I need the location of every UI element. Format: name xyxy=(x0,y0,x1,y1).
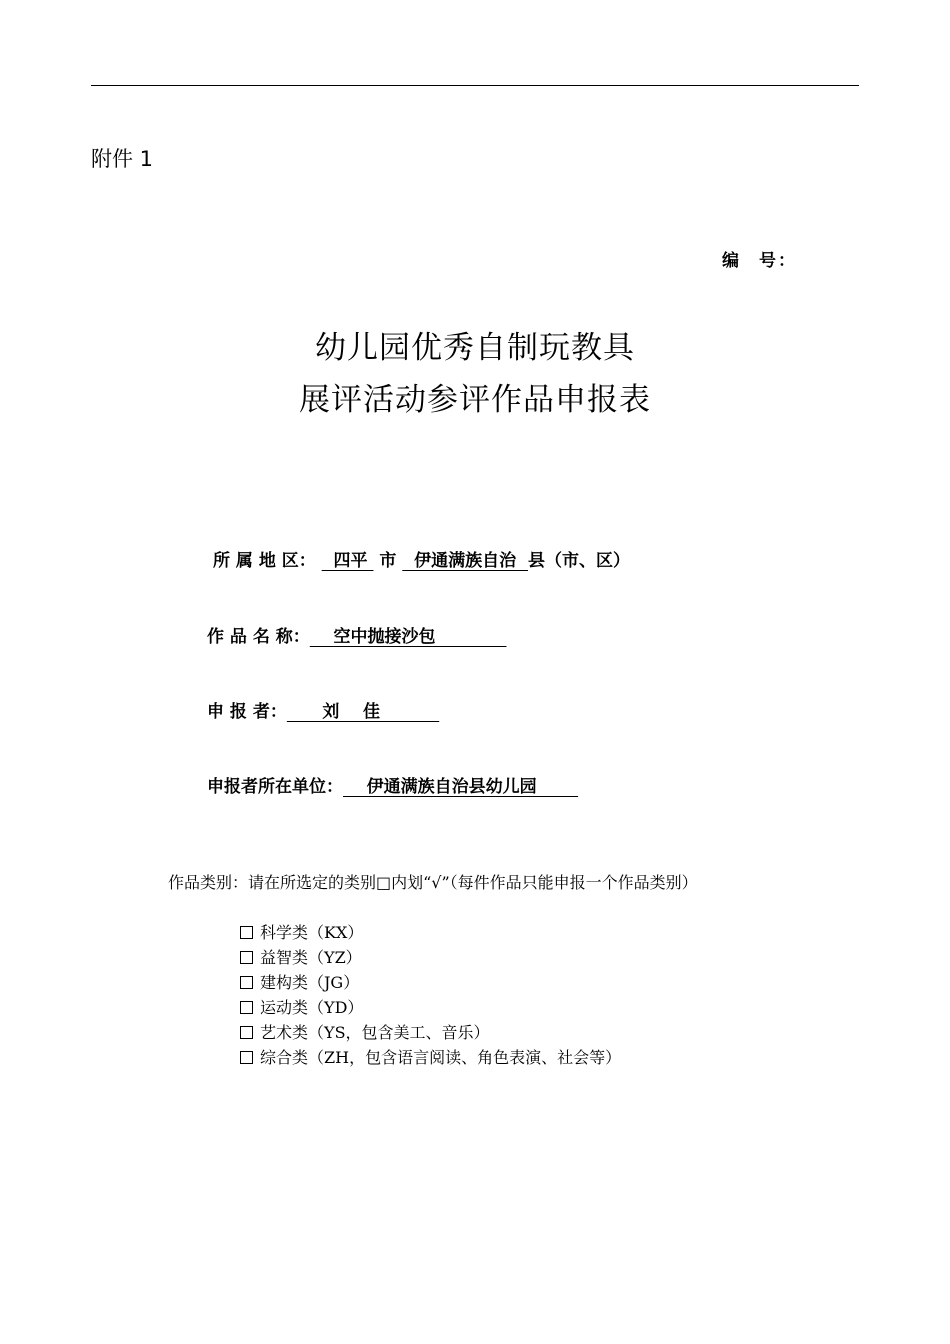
category-instructions: 作品类别：请在所选定的类别□内划“√”（每件作品只能申报一个作品类别） xyxy=(168,873,698,892)
region-field xyxy=(213,546,630,571)
applicant-field xyxy=(207,697,439,722)
document-title-line1: 幼儿园优秀自制玩教具 xyxy=(315,330,635,366)
category-option[interactable] xyxy=(240,995,621,1020)
work-name-value[interactable]: 空中抛接沙包 xyxy=(309,627,507,647)
region-city-suffix: 市 xyxy=(379,551,397,571)
serial-label-char1: 编 xyxy=(722,251,741,271)
serial-label-char2: 号： xyxy=(759,251,797,271)
category-label: 艺术类（YS，包含美工、音乐） xyxy=(260,1023,490,1042)
serial-number-label xyxy=(722,246,797,271)
applicant-value[interactable]: 刘 佳 xyxy=(286,702,440,722)
category-label: 益智类（YZ） xyxy=(260,948,362,967)
applicant-label: 申 报 者： xyxy=(207,702,287,722)
top-rule xyxy=(91,85,859,86)
category-label: 科学类（KX） xyxy=(260,923,364,942)
checkbox-icon[interactable] xyxy=(240,951,253,964)
unit-field xyxy=(207,772,578,797)
region-county-value[interactable]: 伊通满族自治 xyxy=(402,551,528,571)
checkbox-icon[interactable] xyxy=(240,976,253,989)
unit-value[interactable]: 伊通满族自治县幼儿园 xyxy=(343,777,579,797)
unit-label: 申报者所在单位： xyxy=(207,777,343,797)
checkbox-icon[interactable] xyxy=(240,1051,253,1064)
category-option[interactable] xyxy=(240,1045,621,1070)
category-option[interactable] xyxy=(240,920,621,945)
attachment-label: 附件 1 xyxy=(91,147,154,171)
checkbox-icon[interactable] xyxy=(240,926,253,939)
document-title-line2: 展评活动参评作品申报表 xyxy=(299,382,651,418)
work-name-field xyxy=(207,622,506,647)
category-list xyxy=(240,920,621,1070)
checkbox-icon[interactable] xyxy=(240,1001,253,1014)
region-label: 所 属 地 区： xyxy=(213,551,316,571)
category-option[interactable] xyxy=(240,970,621,995)
category-label: 运动类（YD） xyxy=(260,998,364,1017)
category-label: 建构类（JG） xyxy=(260,973,360,992)
checkbox-icon[interactable] xyxy=(240,1026,253,1039)
category-option[interactable] xyxy=(240,1020,621,1045)
region-suffix: 县（市、区） xyxy=(527,551,630,571)
category-label: 综合类（ZH，包含语言阅读、角色表演、社会等） xyxy=(260,1048,622,1067)
work-name-label: 作 品 名 称： xyxy=(207,627,310,647)
category-option[interactable] xyxy=(240,945,621,970)
region-city-value[interactable]: 四平 xyxy=(321,551,374,571)
